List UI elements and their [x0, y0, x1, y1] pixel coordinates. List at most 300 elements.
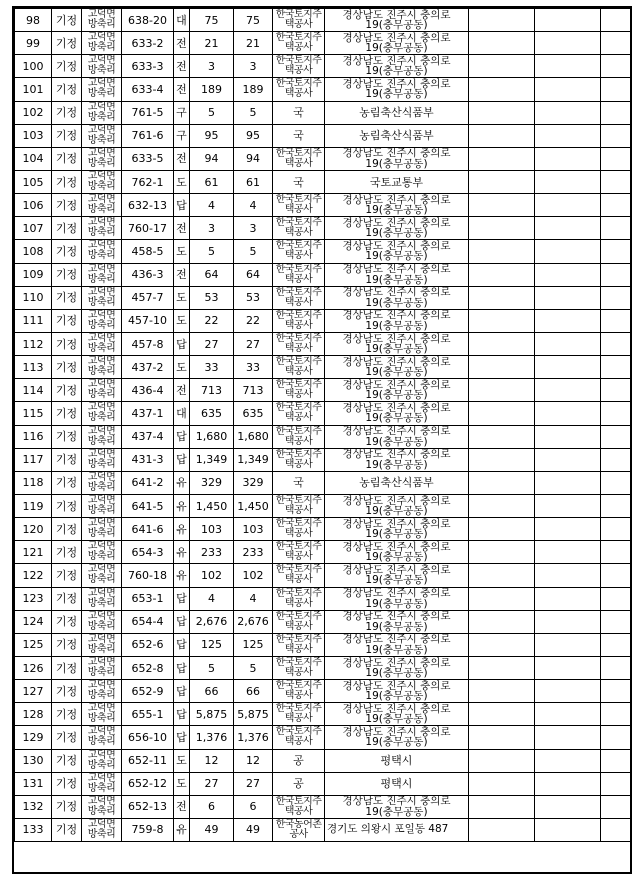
address-line-2: 19(충무공동): [365, 157, 428, 170]
lot-number-cell: 654-4: [122, 610, 174, 633]
empty-cell: [601, 471, 631, 494]
land-category-cell: 유: [174, 564, 190, 587]
owner-line-1: 한국토지주: [275, 657, 322, 668]
address-line-1: 경상남도 진주시 충의로: [342, 656, 451, 669]
included-area-cell: 66: [234, 680, 273, 703]
table-row: [15, 194, 631, 217]
location-township: 고덕면: [87, 379, 116, 391]
owner-line-2: 택공사: [284, 19, 313, 31]
owner-line-2: 택공사: [284, 574, 313, 586]
location-village: 방축리: [87, 690, 116, 702]
total-area-cell: 1,349: [190, 448, 234, 471]
empty-cell: [601, 726, 631, 749]
empty-cell: [601, 749, 631, 772]
total-area-cell: 27: [190, 772, 234, 795]
owner-line-2: 택공사: [284, 667, 313, 678]
status-cell: 기정: [52, 147, 82, 170]
location-cell: [82, 703, 122, 726]
address-line-1: 경상남도 진주시 충의로: [342, 795, 451, 808]
address-cell: [325, 680, 469, 703]
status-cell: 기정: [52, 32, 82, 55]
total-area-cell: 1,680: [190, 425, 234, 448]
address-cell: [325, 263, 469, 286]
location-cell: [82, 309, 122, 332]
row-number-cell: 133: [15, 818, 52, 841]
address-cell: [325, 194, 469, 217]
owner-line-2: 택공사: [284, 343, 313, 355]
location-cell: [82, 726, 122, 749]
status-cell: 기정: [52, 124, 82, 147]
included-area-cell: 1,376: [234, 726, 273, 749]
row-number-cell: 130: [15, 749, 52, 772]
address-cell: [325, 633, 469, 656]
owner-cell: [273, 726, 325, 749]
empty-cell: [535, 263, 601, 286]
included-area-cell: 125: [234, 633, 273, 656]
owner-cell: [273, 818, 325, 841]
owner-line-2: 택공사: [284, 505, 313, 517]
location-village: 방축리: [87, 458, 116, 470]
total-area-cell: 329: [190, 471, 234, 494]
owner-line-1: 한국토지주: [275, 286, 322, 298]
owner-line-1: 한국토지주: [275, 448, 322, 460]
row-number-cell: 100: [15, 55, 52, 78]
lot-number-cell: 760-18: [122, 564, 174, 587]
owner-cell: 공: [273, 749, 325, 772]
address-line-1: 경상남도 진주시 충의로: [342, 147, 451, 160]
location-cell: [82, 587, 122, 610]
location-township: 고덕면: [87, 309, 116, 321]
total-area-cell: 21: [190, 32, 234, 55]
table-row: [15, 217, 631, 240]
land-parcel-table: [14, 8, 631, 842]
address-line-2: 19(충무공동): [365, 551, 428, 564]
owner-cell: [273, 263, 325, 286]
table-row: [15, 402, 631, 425]
location-village: 방축리: [87, 19, 116, 31]
lot-number-cell: 652-11: [122, 749, 174, 772]
address-line-2: 19(충무공동): [365, 713, 428, 726]
address-line-1: 경상남도 진주시 충의로: [342, 239, 451, 252]
empty-cell: [469, 147, 535, 170]
empty-cell: [601, 217, 631, 240]
empty-cell: [601, 494, 631, 517]
owner-line-1: 한국토지주: [275, 217, 322, 229]
address-line-1: 경상남도 진주시 충의로: [342, 448, 451, 461]
row-number-cell: 129: [15, 726, 52, 749]
empty-cell: [601, 587, 631, 610]
address-cell: [325, 564, 469, 587]
lot-number-cell: 654-3: [122, 541, 174, 564]
row-number-cell: 121: [15, 541, 52, 564]
address-line-2: 19(충무공동): [365, 389, 428, 402]
empty-cell: [535, 541, 601, 564]
land-category-cell: 답: [174, 633, 190, 656]
land-category-cell: 전: [174, 55, 190, 78]
address-cell: [325, 541, 469, 564]
location-village: 방축리: [87, 227, 116, 239]
location-village: 방축리: [87, 828, 116, 840]
address-line-1: 경상남도 진주시 충의로: [342, 401, 451, 414]
row-number-cell: 113: [15, 356, 52, 379]
address-line-2: 19(충무공동): [365, 19, 428, 32]
owner-cell: [273, 9, 325, 32]
owner-line-1: 한국토지주: [275, 356, 322, 368]
address-cell: [325, 379, 469, 402]
owner-line-2: 택공사: [284, 319, 313, 331]
address-cell: [325, 286, 469, 309]
owner-line-1: 한국토지주: [275, 309, 322, 321]
empty-cell: [469, 703, 535, 726]
location-cell: [82, 124, 122, 147]
total-area-cell: 4: [190, 194, 234, 217]
empty-cell: [601, 564, 631, 587]
location-township: 고덕면: [87, 356, 116, 368]
location-township: 고덕면: [87, 772, 116, 784]
owner-line-2: 택공사: [284, 204, 313, 216]
address-line-2: 19(충무공동): [365, 88, 428, 101]
location-village: 방축리: [87, 343, 116, 355]
owner-line-1: 한국농어촌: [275, 818, 322, 830]
included-area-cell: 5: [234, 656, 273, 679]
owner-line-2: 택공사: [284, 435, 313, 447]
location-cell: [82, 332, 122, 355]
address-line-2: 19(충무공동): [365, 643, 428, 656]
empty-cell: [601, 448, 631, 471]
empty-cell: [601, 263, 631, 286]
address-cell: [325, 656, 469, 679]
empty-cell: [469, 263, 535, 286]
owner-line-2: 택공사: [284, 736, 313, 748]
location-cell: [82, 286, 122, 309]
included-area-cell: 635: [234, 402, 273, 425]
location-township: 고덕면: [87, 587, 116, 599]
owner-line-1: 한국토지주: [275, 610, 322, 622]
location-village: 방축리: [87, 528, 116, 540]
location-cell: [82, 217, 122, 240]
location-township: 고덕면: [87, 818, 116, 830]
empty-cell: [601, 194, 631, 217]
included-area-cell: 4: [234, 587, 273, 610]
empty-cell: [601, 379, 631, 402]
land-category-cell: 전: [174, 379, 190, 402]
location-village: 방축리: [87, 134, 116, 146]
empty-cell: [535, 818, 601, 841]
empty-cell: [535, 610, 601, 633]
table-row: [15, 703, 631, 726]
owner-line-2: 택공사: [284, 690, 313, 702]
empty-cell: [601, 518, 631, 541]
empty-cell: [535, 78, 601, 101]
included-area-cell: 3: [234, 55, 273, 78]
empty-cell: [535, 402, 601, 425]
location-township: 고덕면: [87, 124, 116, 136]
total-area-cell: 95: [190, 124, 234, 147]
owner-line-2: 택공사: [284, 250, 313, 262]
location-village: 방축리: [87, 667, 116, 678]
empty-cell: [469, 309, 535, 332]
location-cell: [82, 263, 122, 286]
empty-cell: [469, 101, 535, 124]
owner-line-2: 택공사: [284, 157, 313, 169]
total-area-cell: 94: [190, 147, 234, 170]
status-cell: 기정: [52, 55, 82, 78]
owner-cell: 공: [273, 772, 325, 795]
owner-line-2: 택공사: [284, 65, 313, 77]
empty-cell: [469, 9, 535, 32]
owner-cell: 국: [273, 471, 325, 494]
location-village: 방축리: [87, 250, 116, 262]
table-row: [15, 772, 631, 795]
owner-line-1: 한국토지주: [275, 564, 322, 576]
address-line-2: 19(충무공동): [365, 574, 428, 587]
land-category-cell: 답: [174, 703, 190, 726]
location-village: 방축리: [87, 736, 116, 748]
row-number-cell: 119: [15, 494, 52, 517]
empty-cell: [469, 425, 535, 448]
row-number-cell: 106: [15, 194, 52, 217]
total-area-cell: 3: [190, 217, 234, 240]
lot-number-cell: 641-2: [122, 471, 174, 494]
location-village: 방축리: [87, 65, 116, 77]
included-area-cell: 53: [234, 286, 273, 309]
lot-number-cell: 652-8: [122, 656, 174, 679]
address-line-2: 19(충무공동): [365, 736, 428, 749]
status-cell: 기정: [52, 263, 82, 286]
land-category-cell: 답: [174, 332, 190, 355]
location-cell: [82, 101, 122, 124]
status-cell: 기정: [52, 610, 82, 633]
empty-cell: [469, 379, 535, 402]
row-number-cell: 132: [15, 795, 52, 818]
owner-line-1: 한국토지주: [275, 194, 322, 206]
address-line-1: 경상남도 진주시 충의로: [342, 378, 451, 391]
land-category-cell: 전: [174, 32, 190, 55]
included-area-cell: 49: [234, 818, 273, 841]
table-row: [15, 124, 631, 147]
address-line-2: 19(충무공동): [365, 366, 428, 379]
included-area-cell: 21: [234, 32, 273, 55]
address-line-1: 경상남도 진주시 충의로: [342, 54, 451, 67]
total-area-cell: 1,450: [190, 494, 234, 517]
lot-number-cell: 652-9: [122, 680, 174, 703]
row-number-cell: 124: [15, 610, 52, 633]
address-line-1: 경상남도 진주시 충의로: [342, 77, 451, 90]
table-row: [15, 309, 631, 332]
row-number-cell: 127: [15, 680, 52, 703]
address-line-2: 19(충무공동): [365, 435, 428, 448]
owner-cell: [273, 795, 325, 818]
lot-number-cell: 641-6: [122, 518, 174, 541]
location-cell: [82, 147, 122, 170]
location-village: 방축리: [87, 551, 116, 563]
total-area-cell: 64: [190, 263, 234, 286]
empty-cell: [601, 240, 631, 263]
address-cell: 평택시: [325, 772, 469, 795]
empty-cell: [469, 286, 535, 309]
empty-cell: [469, 772, 535, 795]
land-category-cell: 도: [174, 170, 190, 193]
location-village: 방축리: [87, 42, 116, 54]
row-number-cell: 99: [15, 32, 52, 55]
address-line-1: 경상남도 진주시 충의로: [342, 610, 451, 623]
land-category-cell: 답: [174, 610, 190, 633]
owner-line-2: 택공사: [284, 42, 313, 54]
location-township: 고덕면: [87, 194, 116, 206]
location-township: 고덕면: [87, 147, 116, 159]
location-village: 방축리: [87, 366, 116, 378]
status-cell: 기정: [52, 194, 82, 217]
lot-number-cell: 656-10: [122, 726, 174, 749]
row-number-cell: 118: [15, 471, 52, 494]
owner-cell: [273, 656, 325, 679]
lot-number-cell: 632-13: [122, 194, 174, 217]
owner-line-1: 한국토지주: [275, 795, 322, 807]
empty-cell: [535, 194, 601, 217]
empty-cell: [535, 656, 601, 679]
empty-cell: [601, 101, 631, 124]
lot-number-cell: 458-5: [122, 240, 174, 263]
table-row: [15, 55, 631, 78]
address-line-1: 경상남도 진주시 충의로: [342, 193, 451, 206]
total-area-cell: 2,676: [190, 610, 234, 633]
empty-cell: [601, 32, 631, 55]
land-category-cell: 도: [174, 286, 190, 309]
address-cell: [325, 795, 469, 818]
land-category-cell: 유: [174, 471, 190, 494]
empty-cell: [469, 124, 535, 147]
status-cell: 기정: [52, 101, 82, 124]
table-row: [15, 587, 631, 610]
owner-cell: [273, 587, 325, 610]
empty-cell: [469, 448, 535, 471]
included-area-cell: 27: [234, 332, 273, 355]
location-village: 방축리: [87, 412, 116, 424]
owner-line-2: 택공사: [284, 389, 313, 401]
owner-line-1: 한국토지주: [275, 32, 322, 44]
included-area-cell: 5: [234, 101, 273, 124]
included-area-cell: 102: [234, 564, 273, 587]
lot-number-cell: 655-1: [122, 703, 174, 726]
row-number-cell: 110: [15, 286, 52, 309]
owner-line-2: 택공사: [284, 620, 313, 632]
location-village: 방축리: [87, 204, 116, 216]
table-row: [15, 795, 631, 818]
land-category-cell: 답: [174, 726, 190, 749]
empty-cell: [601, 703, 631, 726]
empty-cell: [601, 541, 631, 564]
owner-line-2: 택공사: [284, 805, 313, 817]
document-page: [12, 6, 632, 874]
owner-cell: 국: [273, 101, 325, 124]
status-cell: 기정: [52, 379, 82, 402]
owner-cell: [273, 494, 325, 517]
location-village: 방축리: [87, 435, 116, 447]
table-row: [15, 170, 631, 193]
location-village: 방축리: [87, 319, 116, 331]
status-cell: 기정: [52, 402, 82, 425]
included-area-cell: 6: [234, 795, 273, 818]
empty-cell: [535, 55, 601, 78]
lot-number-cell: 652-13: [122, 795, 174, 818]
total-area-cell: 233: [190, 541, 234, 564]
table-row: [15, 379, 631, 402]
location-township: 고덕면: [87, 402, 116, 414]
status-cell: 기정: [52, 78, 82, 101]
address-line-2: 19(충무공동): [365, 250, 428, 263]
address-line-1: 경상남도 진주시 충의로: [342, 263, 451, 276]
empty-cell: [535, 217, 601, 240]
empty-cell: [535, 332, 601, 355]
address-line-2: 19(충무공동): [365, 528, 428, 541]
address-line-1: 경상남도 진주시 충의로: [342, 494, 451, 507]
owner-line-2: 택공사: [284, 643, 313, 655]
location-village: 방축리: [87, 389, 116, 401]
empty-cell: [469, 332, 535, 355]
owner-cell: [273, 78, 325, 101]
empty-cell: [469, 726, 535, 749]
owner-line-1: 한국토지주: [275, 726, 322, 738]
total-area-cell: 5: [190, 656, 234, 679]
address-line-2: 19(충무공동): [365, 343, 428, 356]
location-cell: [82, 680, 122, 703]
empty-cell: [469, 78, 535, 101]
total-area-cell: 66: [190, 680, 234, 703]
owner-cell: [273, 240, 325, 263]
included-area-cell: 22: [234, 309, 273, 332]
lot-number-cell: 760-17: [122, 217, 174, 240]
address-line-2: 19(충무공동): [365, 65, 428, 78]
included-area-cell: 233: [234, 541, 273, 564]
empty-cell: [601, 656, 631, 679]
location-village: 방축리: [87, 805, 116, 817]
total-area-cell: 1,376: [190, 726, 234, 749]
owner-cell: [273, 356, 325, 379]
empty-cell: [535, 170, 601, 193]
status-cell: 기정: [52, 170, 82, 193]
location-township: 고덕면: [87, 240, 116, 252]
address-cell: [325, 147, 469, 170]
empty-cell: [601, 818, 631, 841]
empty-cell: [469, 818, 535, 841]
location-cell: [82, 78, 122, 101]
location-cell: [82, 772, 122, 795]
address-cell: [325, 9, 469, 32]
location-cell: [82, 425, 122, 448]
status-cell: 기정: [52, 818, 82, 841]
total-area-cell: 635: [190, 402, 234, 425]
location-cell: [82, 656, 122, 679]
owner-line-1: 한국토지주: [275, 680, 322, 692]
empty-cell: [535, 633, 601, 656]
location-village: 방축리: [87, 759, 116, 771]
table-row: [15, 78, 631, 101]
location-township: 고덕면: [87, 657, 116, 668]
included-area-cell: 1,349: [234, 448, 273, 471]
lot-number-cell: 431-3: [122, 448, 174, 471]
owner-line-1: 한국토지주: [275, 633, 322, 645]
land-category-cell: 대: [174, 9, 190, 32]
empty-cell: [601, 795, 631, 818]
status-cell: 기정: [52, 240, 82, 263]
status-cell: 기정: [52, 703, 82, 726]
included-area-cell: 329: [234, 471, 273, 494]
location-cell: [82, 471, 122, 494]
location-village: 방축리: [87, 111, 116, 123]
owner-cell: [273, 703, 325, 726]
lot-number-cell: 652-6: [122, 633, 174, 656]
land-category-cell: 답: [174, 656, 190, 679]
